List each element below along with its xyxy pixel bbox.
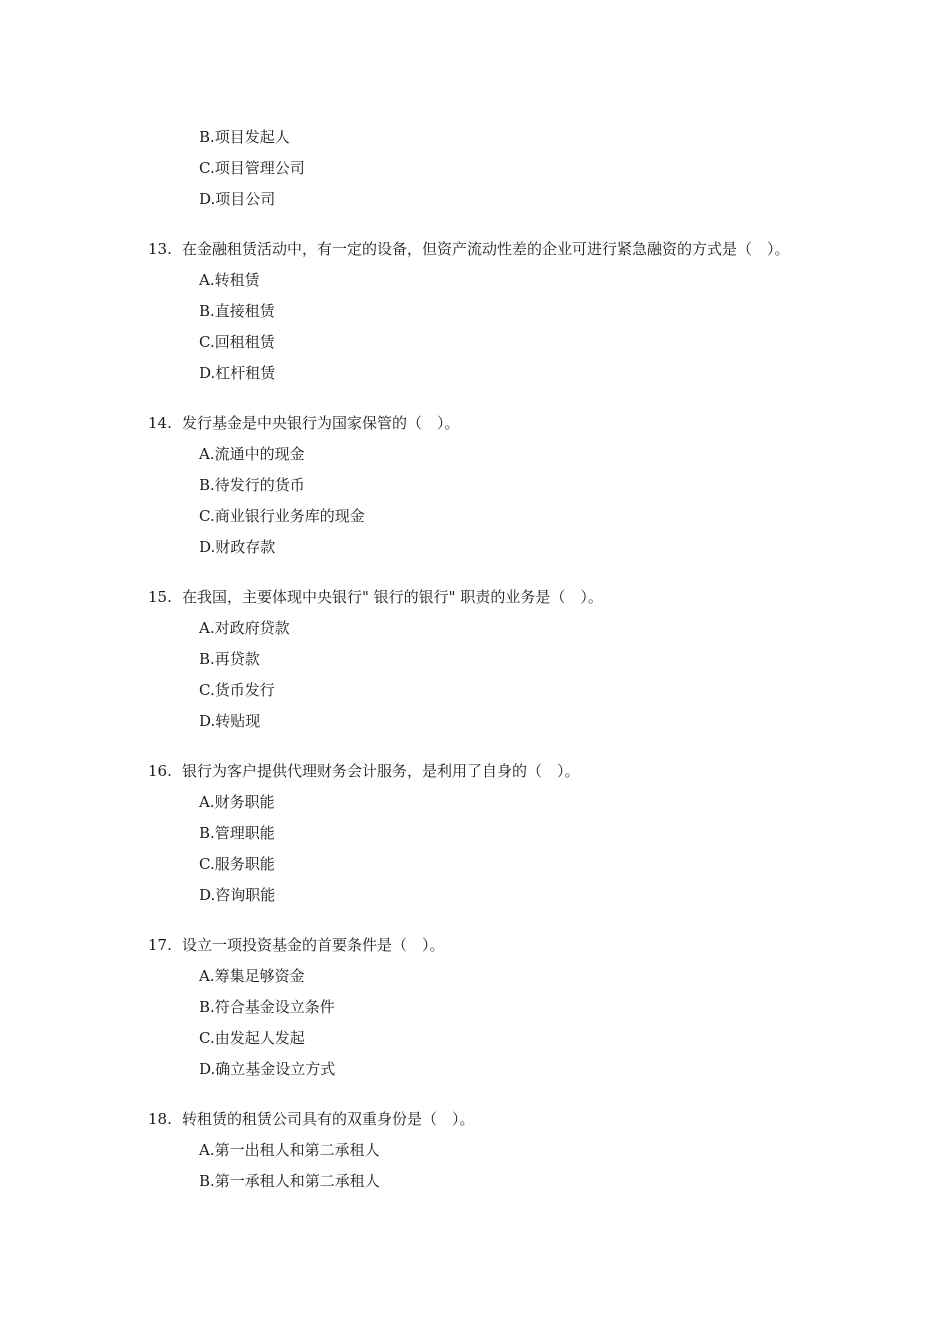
question-number: 17.: [148, 936, 172, 954]
option-item: B.待发行的货币: [199, 476, 305, 494]
option-item: C.商业银行业务库的现金: [199, 507, 365, 525]
option-item: C.项目管理公司: [199, 159, 305, 177]
option-item: B.直接租赁: [199, 302, 275, 320]
option-item: B.再贷款: [199, 650, 260, 668]
option-item: C.回租租赁: [199, 333, 275, 351]
option-item: A.对政府贷款: [199, 619, 290, 637]
option-item: B.第一承租人和第二承租人: [199, 1172, 380, 1190]
option-item: A.流通中的现金: [199, 445, 305, 463]
option-item: C.货币发行: [199, 681, 275, 699]
question-number: 18.: [148, 1110, 172, 1128]
option-item: D.杠杆租赁: [199, 364, 276, 382]
option-item: D.确立基金设立方式: [199, 1060, 336, 1078]
option-item: C.服务职能: [199, 855, 275, 873]
option-item: B.符合基金设立条件: [199, 998, 335, 1016]
option-item: C.由发起人发起: [199, 1029, 305, 1047]
question-14: [148, 408, 808, 439]
option-item: D.咨询职能: [199, 886, 276, 904]
continued-options: [148, 122, 808, 215]
option-item: B.管理职能: [199, 824, 275, 842]
question-number: 13.: [148, 240, 172, 258]
question-text: 转租赁的租赁公司具有的双重身份是（ ）。: [182, 1110, 475, 1128]
question-number: 15.: [148, 588, 172, 606]
option-item: D.财政存款: [199, 538, 276, 556]
question-list: [148, 122, 808, 1197]
option-item: D.转贴现: [199, 712, 261, 730]
question-number: 14.: [148, 414, 172, 432]
question-text: 银行为客户提供代理财务会计服务，是利用了自身的（ ）。: [182, 762, 580, 780]
question-16: [148, 756, 808, 787]
question-text: 设立一项投资基金的首要条件是（ ）。: [182, 936, 445, 954]
question-13: [148, 234, 808, 265]
option-item: D.项目公司: [199, 190, 276, 208]
option-item: B.项目发起人: [199, 128, 290, 146]
question-text: 发行基金是中央银行为国家保管的（ ）。: [182, 414, 460, 432]
option-item: A.转租赁: [199, 271, 260, 289]
question-text: 在金融租赁活动中，有一定的设备，但资产流动性差的企业可进行紧急融资的方式是（ ）。: [182, 240, 790, 258]
question-17: [148, 930, 808, 961]
option-item: A.财务职能: [199, 793, 275, 811]
question-number: 16.: [148, 762, 172, 780]
question-15: [148, 582, 808, 613]
question-text: 在我国，主要体现中央银行" 银行的银行" 职责的业务是（ ）。: [182, 588, 603, 606]
question-18: [148, 1104, 808, 1135]
option-item: A.筹集足够资金: [199, 967, 305, 985]
option-item: A.第一出租人和第二承租人: [199, 1141, 380, 1159]
